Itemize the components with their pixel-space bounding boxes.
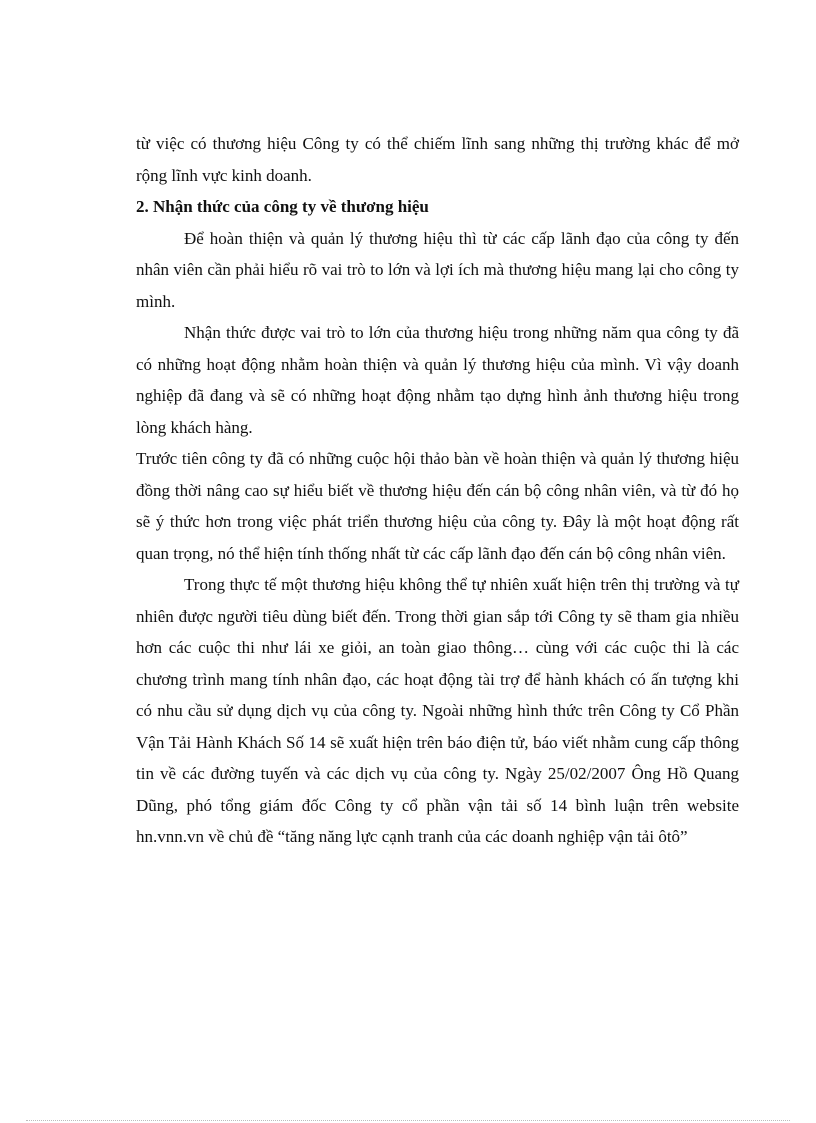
paragraph-seminars: Trước tiên công ty đã có những cuộc hội thảo bàn về hoàn thiện và quản lý thương hiệu đồng thời nâng cao sự hiểu biết về thương hiệu đến cán bộ công nhân viên, và từ đó họ sẽ ý thức hơn trong việc phát triển thương hiệu của công ty. Đây là một hoạt động rất quan trọng, nó thể hiện tính thống nhất từ các cấp lãnh đạo đến cán bộ công nhân viên.: [136, 449, 739, 563]
paragraph-awareness: Nhận thức được vai trò to lớn của thương hiệu trong những năm qua công ty đã có những hoạt động nhằm hoàn thiện và quản lý thương hiệu của mình. Vì vậy doanh nghiệp đã đang và sẽ có những hoạt động nhằm tạo dựng hình ảnh thương hiệu trong lòng khách hàng.: [136, 323, 739, 437]
page-bottom-rule: [26, 1120, 790, 1121]
document-body: [136, 128, 739, 853]
section-heading: 2. Nhận thức của công ty về thương hiệu: [136, 197, 429, 216]
paragraph-activities: Trong thực tế một thương hiệu không thể tự nhiên xuất hiện trên thị trường và tự nhiên được người tiêu dùng biết đến. Trong thời gian sắp tới Công ty sẽ tham gia nhiều hơn các cuộc thi như lái xe giỏi, an toàn giao thông… cùng với các cuộc thi là các chương trình mang tính nhân đạo, các hoạt động tài trợ để hành khách có ấn tượng khi có nhu cầu sử dụng dịch vụ của công ty. Ngoài những hình thức trên Công ty Cổ Phần Vận Tải Hành Khách Số 14 sẽ xuất hiện trên báo điện tử, báo viết nhằm cung cấp thông tin về các đường tuyến và các dịch vụ của công ty. Ngày 25/02/2007 Ông Hồ Quang Dũng, phó tổng giám đốc Công ty cổ phần vận tải số 14 bình luận trên website hn.vnn.vn về chủ đề “tăng năng lực cạnh tranh của các doanh nghiệp vận tải ôtô”: [136, 575, 739, 846]
paragraph-continuation: từ việc có thương hiệu Công ty có thể chiếm lĩnh sang những thị trường khác để mở rộng lĩnh vực kinh doanh.: [136, 134, 739, 185]
paragraph-intro: Để hoàn thiện và quản lý thương hiệu thì từ các cấp lãnh đạo của công ty đến nhân viên cần phải hiểu rõ vai trò to lớn và lợi ích mà thương hiệu mang lại cho công ty mình.: [136, 228, 739, 311]
